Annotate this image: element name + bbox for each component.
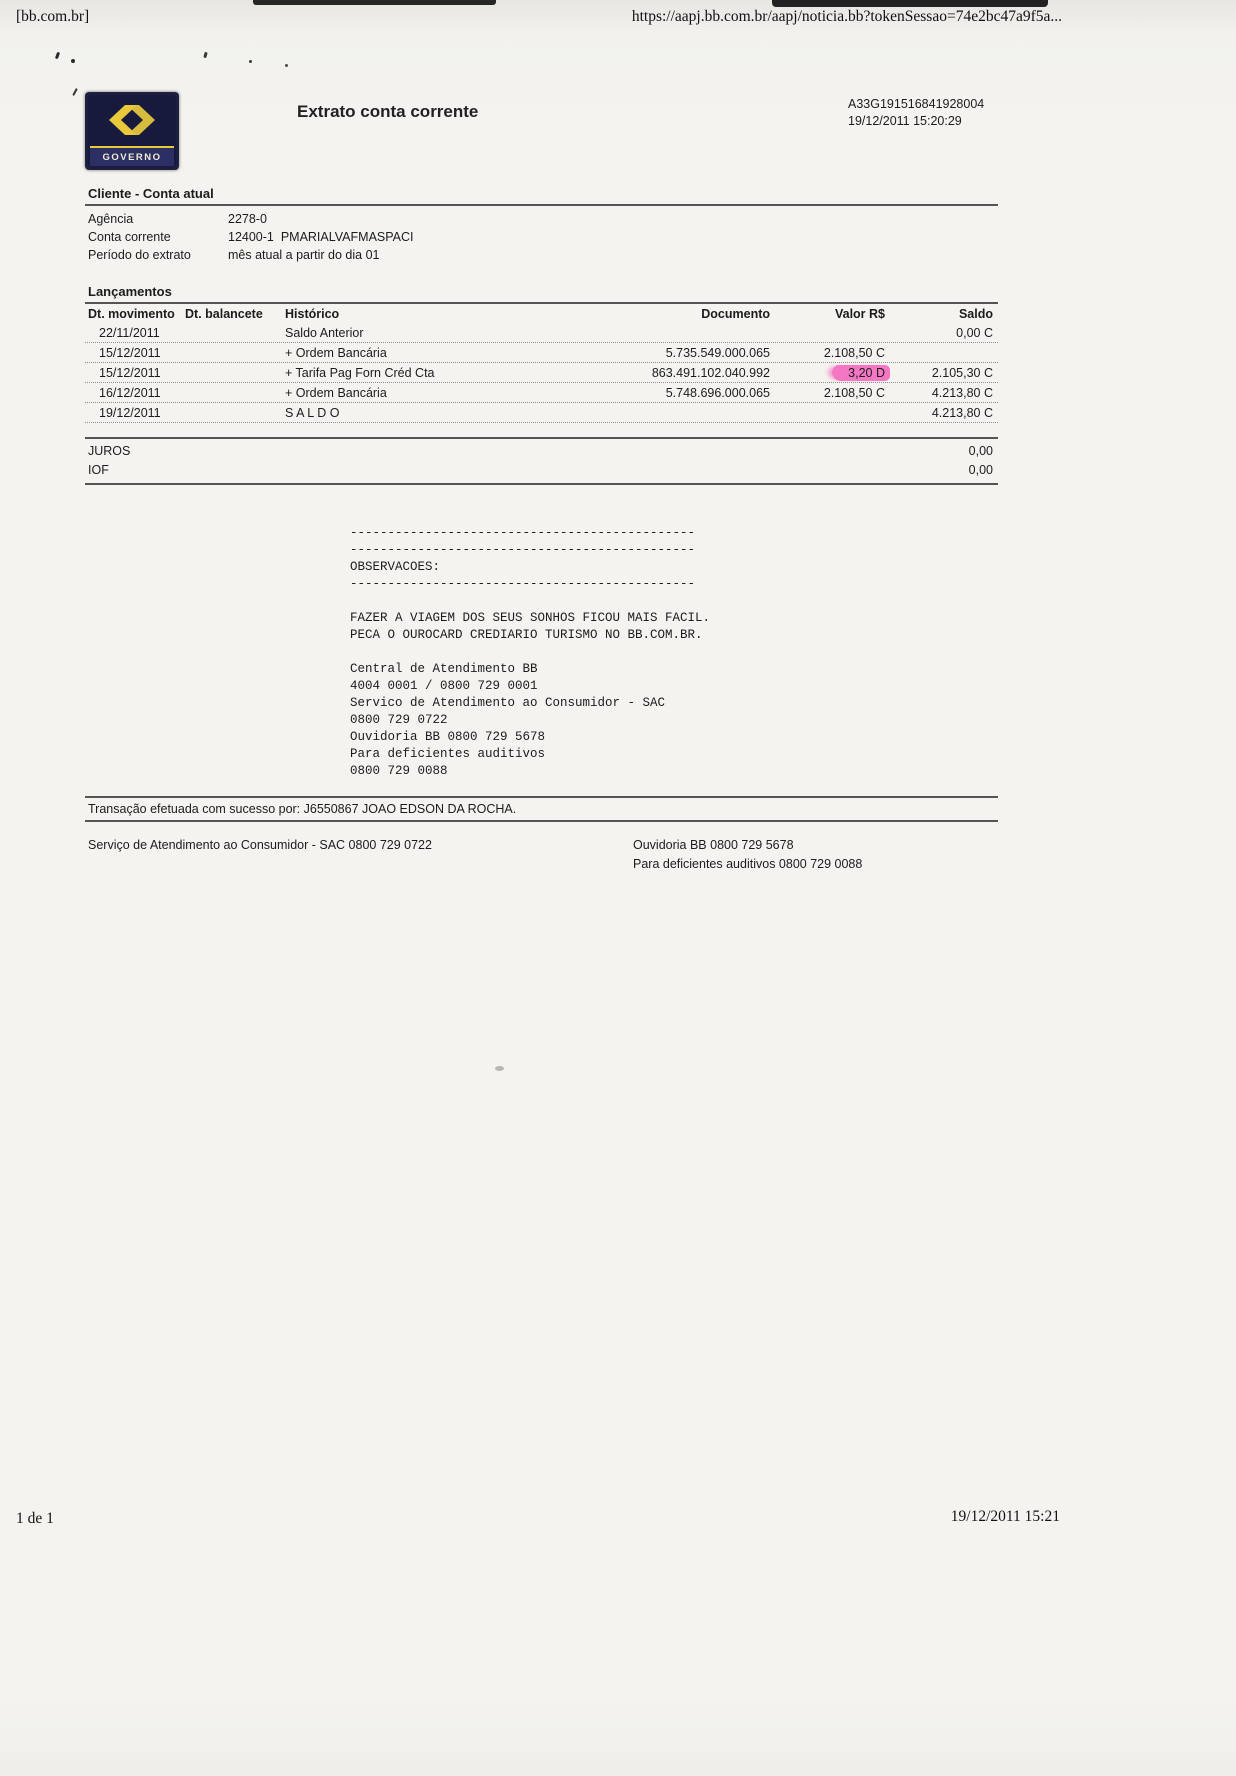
cell-dt-movimento: 15/12/2011 — [99, 345, 161, 360]
observations-line: ---------------------------------------------- — [350, 577, 696, 591]
scan-artifact — [285, 64, 288, 67]
logo-governo-label: GOVERNO — [90, 146, 174, 166]
document-code: A33G191516841928004 — [848, 97, 985, 111]
column-header: Saldo — [958, 306, 993, 321]
cell-documento: 5.735.549.000.065 — [665, 345, 770, 360]
total-value: 0,00 — [968, 444, 993, 458]
observations-line: Servico de Atendimento ao Consumidor - SAC — [350, 696, 666, 710]
ouvidoria-line: Ouvidoria BB 0800 729 5678 — [633, 838, 794, 852]
cell-dt-movimento: 15/12/2011 — [99, 365, 161, 380]
cell-historico: + Ordem Bancária — [285, 385, 387, 400]
cell-valor: 2.108,50 C — [823, 385, 885, 400]
observations-line — [350, 593, 998, 610]
cell-documento: 863.491.102.040.992 — [651, 365, 770, 380]
total-label: IOF — [88, 463, 109, 477]
table-row — [85, 343, 998, 363]
print-header-url: https://aapj.bb.com.br/aapj/noticia.bb?tokenSessao=74e2bc47a9f5a... — [631, 8, 1062, 25]
total-row-iof — [85, 461, 998, 480]
cell-documento: 5.748.696.000.065 — [665, 385, 770, 400]
document-codes — [848, 96, 998, 130]
column-header: Dt. movimento — [88, 306, 175, 321]
scan-artifact — [72, 88, 78, 96]
cell-dt-movimento: 19/12/2011 — [99, 405, 161, 420]
table-body — [85, 323, 998, 423]
observations-line: ---------------------------------------------- — [350, 526, 696, 540]
cell-dt-movimento: 16/12/2011 — [99, 385, 161, 400]
field-agencia — [85, 210, 998, 228]
banco-do-brasil-logo — [85, 92, 179, 170]
field-label: Agência — [88, 212, 134, 226]
field-value: mês atual a partir do dia 01 — [228, 248, 380, 262]
scan-artifact — [495, 1066, 504, 1071]
cell-historico: + Ordem Bancária — [285, 345, 387, 360]
field-label: Período do extrato — [88, 248, 191, 262]
observations-line: 0800 729 0722 — [350, 713, 448, 727]
observations-block — [350, 525, 998, 780]
field-conta-corrente — [85, 228, 998, 246]
totals-section — [85, 437, 998, 485]
scan-artifact — [249, 60, 252, 63]
field-label: Conta corrente — [88, 230, 171, 244]
table-row — [85, 383, 998, 403]
field-value: 12400-1 PMARIALVAFMASPACI — [228, 230, 414, 244]
client-section-title: Cliente - Conta atual — [88, 186, 214, 201]
transactions-section — [85, 284, 998, 423]
cell-saldo: 2.105,30 C — [931, 365, 993, 380]
column-header: Documento — [701, 306, 770, 321]
total-label: JUROS — [88, 444, 131, 458]
cell-historico: + Tarifa Pag Forn Créd Cta — [285, 365, 435, 380]
bb-diamond-icon — [102, 100, 162, 140]
cell-saldo: 4.213,80 C — [931, 405, 993, 420]
document-timestamp: 19/12/2011 15:20:29 — [848, 114, 962, 128]
total-row-juros — [85, 442, 998, 461]
table-row — [85, 363, 998, 383]
cell-saldo: 4.213,80 C — [931, 385, 993, 400]
observations-line: 0800 729 0088 — [350, 764, 448, 778]
total-value: 0,00 — [968, 463, 993, 477]
column-header: Valor R$ — [834, 306, 885, 321]
print-footer-page-number: 1 de 1 — [16, 1510, 54, 1527]
scan-artifact — [772, 0, 1048, 7]
contact-info-row — [85, 836, 998, 874]
statement-document — [85, 92, 998, 874]
column-header: Histórico — [285, 306, 340, 321]
cell-valor: 2.108,50 C — [823, 345, 885, 360]
client-fields — [85, 210, 998, 264]
transaction-divider-bottom — [85, 820, 998, 822]
observations-line: OBSERVACOES: — [350, 560, 441, 574]
print-header-source: [bb.com.br] — [16, 8, 90, 25]
observations-line: Ouvidoria BB 0800 729 5678 — [350, 730, 546, 744]
scan-artifact — [71, 59, 75, 63]
cell-valor-highlighted — [770, 365, 885, 381]
field-value: 2278-0 — [228, 212, 267, 226]
transactions-section-title: Lançamentos — [88, 284, 172, 299]
totals-divider-top — [85, 437, 998, 439]
cell-historico: Saldo Anterior — [285, 325, 364, 340]
pink-highlighter-mark: 3,20 D — [832, 365, 890, 381]
totals-divider-bottom — [85, 483, 998, 485]
observations-line: Central de Atendimento BB — [350, 662, 538, 676]
print-footer-timestamp: 19/12/2011 15:21 — [950, 1508, 1060, 1525]
table-row — [85, 403, 998, 423]
observations-line — [350, 644, 998, 661]
cell-dt-movimento: 22/11/2011 — [99, 325, 160, 340]
scan-artifact — [203, 52, 207, 59]
observations-line: PECA O OUROCARD CREDIARIO TURISMO NO BB.COM.BR. — [350, 628, 703, 642]
column-header: Dt. balancete — [185, 306, 263, 321]
document-header — [85, 92, 998, 170]
observations-line: Para deficientes auditivos — [350, 747, 546, 761]
scan-artifact — [253, 0, 496, 5]
page-title: Extrato conta corrente — [297, 102, 479, 121]
ouvidoria-contact-block — [633, 836, 862, 874]
sac-contact-line: Serviço de Atendimento ao Consumidor - SAC 0800 729 0722 — [88, 838, 432, 852]
client-section — [85, 186, 998, 264]
observations-line: FAZER A VIAGEM DOS SEUS SONHOS FICOU MAIS FACIL. — [350, 611, 711, 625]
scan-artifact — [55, 52, 60, 60]
observations-line: ---------------------------------------------- — [350, 543, 696, 557]
table-header-row — [85, 304, 998, 323]
deficientes-auditivos-line: Para deficientes auditivos 0800 729 0088 — [633, 857, 863, 871]
table-row — [85, 323, 998, 343]
section-divider — [85, 204, 998, 206]
observations-line: 4004 0001 / 0800 729 0001 — [350, 679, 538, 693]
transaction-status-line: Transação efetuada com sucesso por: J6550867 JOAO EDSON DA ROCHA. — [88, 802, 517, 816]
cell-saldo: 0,00 C — [956, 325, 993, 340]
cell-historico: S A L D O — [285, 405, 340, 420]
field-periodo-extrato — [85, 246, 998, 264]
